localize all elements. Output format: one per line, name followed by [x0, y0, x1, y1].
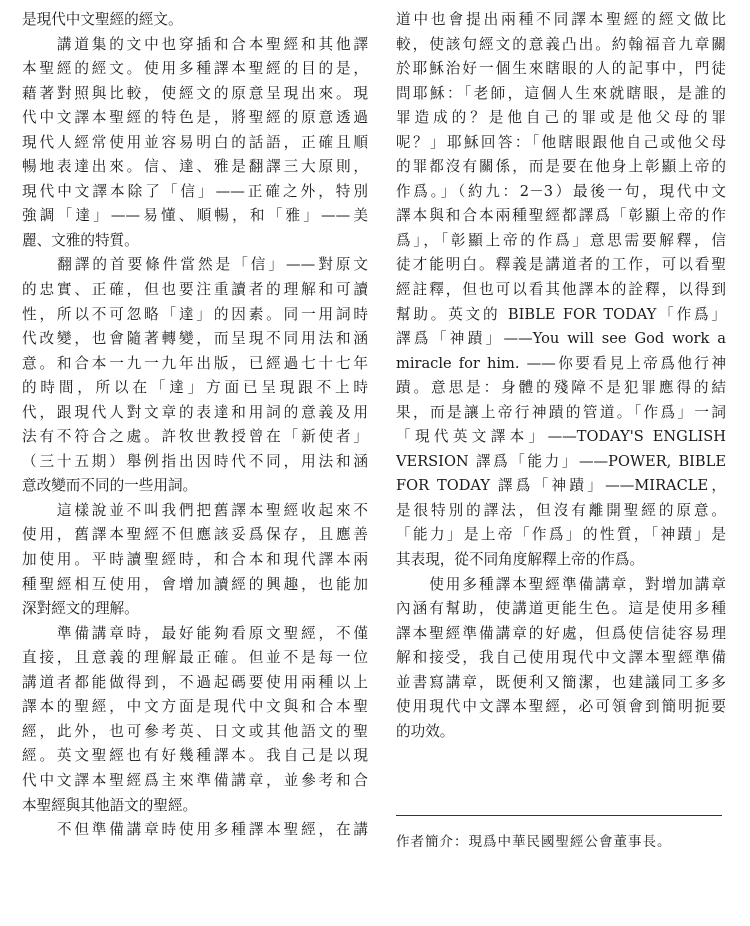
- text-line: 深對經文的理解。: [22, 600, 139, 618]
- left-text-column: [22, 8, 368, 843]
- text-line: 藉著對照與比較，使經文的原意呈現出來。現: [22, 84, 368, 102]
- text-line: miracle for him. ——你要看見上帝爲他行神: [396, 354, 726, 372]
- text-line: 強調「達」——易懂、順暢，和「雅」——美: [22, 207, 368, 225]
- text-line: 直接，且意義的理解最正確。但並不是每一位: [22, 649, 368, 667]
- text-line: 經註釋，但也可以看其他譯本的詮釋，以得到: [396, 281, 726, 299]
- text-line: 的忠實、正確，但也要注重讀者的理解和可讀: [22, 281, 368, 299]
- text-line: 是現代中文聖經的經文。: [22, 11, 183, 28]
- text-line: 譯本與和合本兩種聖經都譯爲「彰顯上帝的作: [396, 207, 726, 225]
- text-line: 使用多種譯本聖經準備講章，對增加講章: [396, 575, 726, 593]
- text-line: 意。和合本一九一九年出版，已經過七十七年: [22, 354, 368, 372]
- text-line: 經。英文聖經也有好幾種譯本。我自己是以現: [22, 747, 368, 765]
- text-line: 使用，舊譯本聖經不但應該妥爲保存，且應善: [22, 526, 368, 544]
- text-line: 道中也會提出兩種不同譯本聖經的經文做比: [396, 11, 726, 28]
- text-line: 問耶穌：「老師，這個人生來就瞎眼，是誰的: [396, 84, 726, 102]
- text-line: 加使用。平時讀聖經時，和合本和現代譯本兩: [22, 551, 368, 569]
- text-line: 代中文譯本聖經的特色是，將聖經的原意透過: [22, 109, 368, 127]
- text-line: 較，使該句經文的意義凸出。約翰福音九章關: [396, 35, 726, 53]
- text-line: 解和接受，我自己使用現代中文譯本聖經準備: [396, 649, 726, 667]
- text-line: 呢？」耶穌回答：「他瞎眼跟他自己或他父母: [396, 133, 726, 151]
- author-note: 作者簡介：現爲中華民國聖經公會董事長。: [396, 834, 672, 850]
- text-line: 翻譯的首要條件當然是「信」——對原文: [22, 256, 368, 274]
- text-line: 「現代英文譯本」——TODAY'S ENGLISH: [396, 428, 726, 446]
- text-line: 意改變而不同的一些用詞。: [22, 477, 198, 495]
- text-line: 幫助。英文的 BIBLE FOR TODAY「作爲」: [396, 305, 726, 323]
- text-line: 「能力」是上帝「作爲」的性質，「神蹟」是: [396, 526, 726, 544]
- text-line: FOR TODAY 譯爲「神蹟」——MIRACLE，: [396, 477, 726, 495]
- text-line: 徒才能明白。釋義是講道者的工作，可以看聖: [396, 256, 726, 274]
- text-line: 不但準備講章時使用多種譯本聖經，在講: [22, 821, 368, 839]
- text-line: 是很特別的譯法，但沒有離開聖經的原意。: [396, 501, 726, 519]
- text-line: 的時間，所以在「達」方面已呈現跟不上時: [22, 379, 368, 397]
- text-line: 代改變，也會隨著轉變，而呈現不同用法和涵: [22, 330, 368, 348]
- text-line: （三十五期）舉例指出因時代不同，用法和涵: [22, 452, 368, 470]
- text-line: 果，而是讓上帝行神蹟的管道。「作爲」一詞: [396, 403, 726, 421]
- text-line: 本聖經與其他語文的聖經。: [22, 796, 198, 814]
- text-line: 經，此外，也可參考英、日文或其他語文的聖: [22, 722, 368, 740]
- text-line: 作爲。」（約九：2－3）最後一句，現代中文: [396, 182, 726, 200]
- text-line: 的功效。: [396, 722, 455, 740]
- text-line: 譯本的聖經，中文方面是現代中文與和合本聖: [22, 698, 368, 716]
- text-line: 代中文譯本聖經爲主來準備講章，並參考和合: [22, 771, 368, 789]
- text-line: 麗、文雅的特質。: [22, 231, 139, 249]
- text-line: 蹟。意思是：身體的殘障不是犯罪應得的結: [396, 379, 726, 397]
- text-line: 於耶穌治好一個生來瞎眼的人的記事中，門徒: [396, 60, 726, 78]
- text-line: 暢地表達出來。信、達、雅是翻譯三大原則，: [22, 158, 368, 176]
- text-line: 譯爲「神蹟」——You will see God work a: [396, 330, 726, 348]
- text-line: 爲」，「彰顯上帝的作爲」意思需要解釋，信: [396, 231, 726, 249]
- text-line: 現代中文譯本除了「信」——正確之外，特別: [22, 182, 368, 200]
- text-line: 罪造成的？是他自己的罪或是他父母的罪: [396, 109, 726, 127]
- footnote-divider: [396, 815, 722, 816]
- text-line: 代，跟現代人對文章的表達和用詞的意義及用: [22, 403, 368, 421]
- text-line: 本聖經的經文。使用多種譯本聖經的目的是，: [22, 60, 368, 78]
- text-line: 其表現，從不同角度解釋上帝的作爲。: [396, 551, 645, 569]
- text-line: 並書寫講章，既便利又簡潔，也建議同工多多: [396, 673, 726, 691]
- text-line: 講道者都能做得到，不過起碼要使用兩種以上: [22, 673, 368, 691]
- text-line: 這樣說並不叫我們把舊譯本聖經收起來不: [22, 501, 368, 519]
- text-line: 準備講章時，最好能夠看原文聖經，不僅: [22, 624, 368, 642]
- text-line: 的罪都沒有關係，而是要在他身上彰顯上帝的: [396, 158, 726, 176]
- text-line: 內涵有幫助，使講道更能生色。這是使用多種: [396, 600, 726, 618]
- text-line: 講道集的文中也穿插和合本聖經和其他譯: [22, 35, 368, 53]
- right-text-column: [396, 8, 726, 744]
- text-line: 現代人經常使用並容易明白的話語，正確且順: [22, 133, 368, 151]
- text-line: 使用現代中文譯本聖經，必可領會到簡明扼要: [396, 698, 726, 716]
- text-line: 種聖經相互使用，會增加讀經的興趣，也能加: [22, 575, 368, 593]
- text-line: 譯本聖經準備講章的好處，但爲使信徒容易理: [396, 624, 726, 642]
- text-line: 性，所以不可忽略「達」的因素。同一用詞時: [22, 305, 368, 323]
- text-line: VERSION 譯爲「能力」——POWER, BIBLE: [396, 452, 726, 470]
- text-line: 法有不符合之處。許牧世教授曾在「新使者」: [22, 428, 368, 446]
